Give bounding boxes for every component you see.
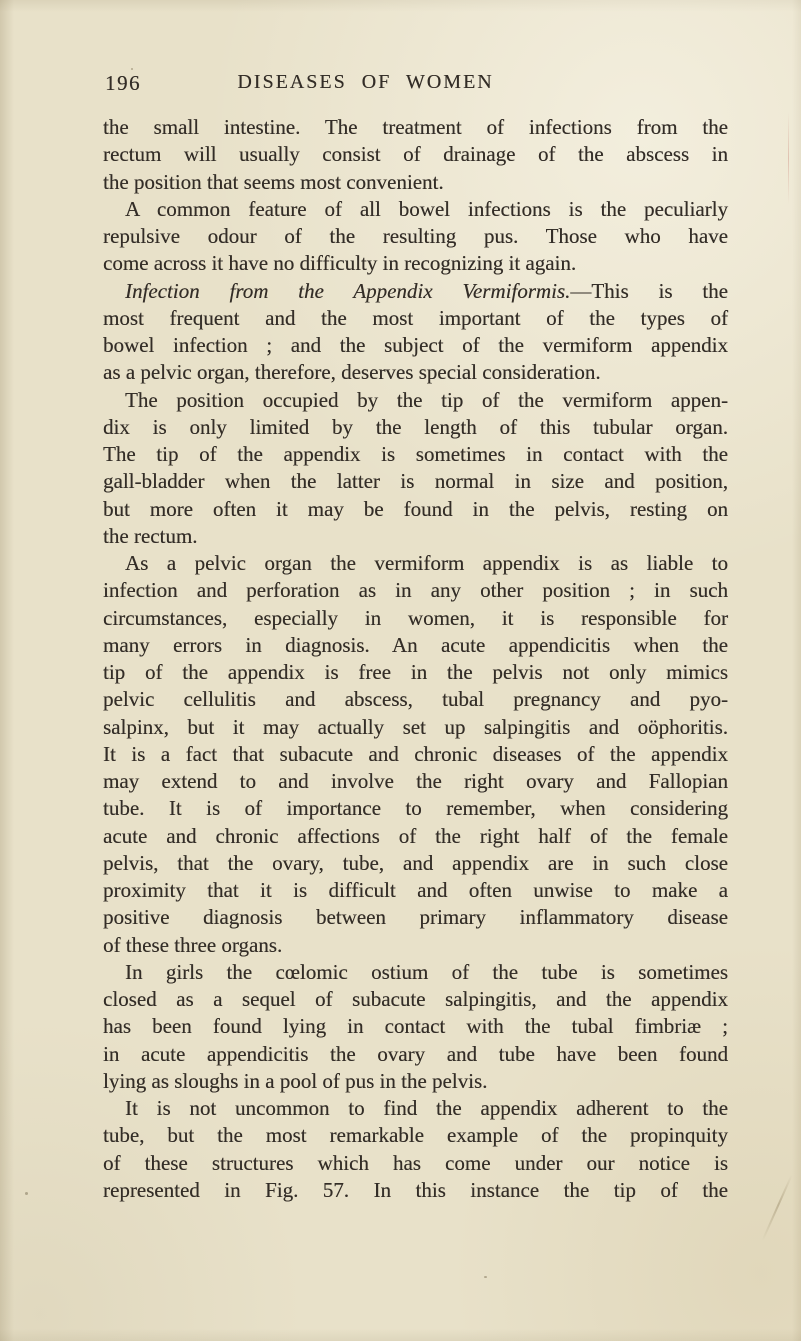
text-line: As a pelvic organ the vermiform appendix is as liable to bbox=[125, 551, 728, 575]
paragraph bbox=[103, 959, 728, 1095]
text-line: come across it have no difficulty in recognizing it again. bbox=[103, 251, 577, 276]
paper-speck bbox=[25, 1192, 28, 1195]
paragraph bbox=[103, 550, 728, 959]
text-line: gall-bladder when the latter is normal in size and position, bbox=[103, 469, 728, 494]
text-line: dix is only limited by the length of this tubular organ. bbox=[103, 414, 728, 439]
text-line: tip of the appendix is free in the pelvis not only mimics bbox=[103, 660, 728, 684]
text-line: acute and chronic affections of the right half of the female bbox=[103, 823, 728, 848]
text-segment: —This is the bbox=[570, 278, 728, 303]
paragraph bbox=[103, 196, 728, 278]
text-line: positive diagnosis between primary inflammatory disease bbox=[103, 905, 728, 930]
paragraph bbox=[103, 387, 728, 551]
text-line: closed as a sequel of subacute salpingitis, and the appendix bbox=[103, 987, 728, 1011]
text-line: circumstances, especially in women, it is responsible for bbox=[103, 605, 728, 630]
text-line: salpinx, but it may actually set up salpingitis and oöphoritis. bbox=[103, 714, 728, 739]
text-line: In girls the cœlomic ostium of the tube is sometimes bbox=[125, 959, 728, 984]
text-line: tube. It is of importance to remember, when considering bbox=[103, 796, 728, 821]
text-line: most frequent and the most important of the types of bbox=[103, 305, 728, 330]
text-line: may extend to and involve the right ovary and Fallopian bbox=[103, 769, 728, 793]
text-line: infection and perforation as in any other position ; in such bbox=[103, 578, 728, 603]
running-title: DISEASES OF WOMEN bbox=[237, 71, 494, 93]
text-line: of these three organs. bbox=[103, 932, 283, 957]
text-line: It is a fact that subacute and chronic diseases of the appendix bbox=[103, 741, 728, 766]
text-line: as a pelvic organ, therefore, deserves special consideration. bbox=[103, 360, 601, 385]
text-line: has been found lying in contact with the tubal fimbriæ ; bbox=[103, 1014, 728, 1039]
text-line: represented in Fig. 57. In this instance the tip of the bbox=[103, 1177, 728, 1202]
text-line bbox=[103, 278, 728, 305]
text-line: pelvis, that the ovary, tube, and appendix are in such close bbox=[103, 850, 728, 875]
text-line: in acute appendicitis the ovary and tube have been found bbox=[103, 1041, 728, 1066]
text-line: tube, but the most remarkable example of the propinquity bbox=[103, 1123, 728, 1148]
text-line: bowel infection ; and the subject of the vermiform appendix bbox=[103, 333, 728, 357]
text-line: rectum will usually consist of drainage of the abscess in bbox=[103, 142, 728, 167]
paragraph bbox=[103, 278, 728, 387]
body-text bbox=[103, 114, 728, 1204]
text-line: A common feature of all bowel infections is the peculiarly bbox=[125, 196, 728, 221]
text-line: It is not uncommon to find the appendix adherent to the bbox=[125, 1096, 728, 1120]
italic-phrase: Infection from the Appendix Vermiformis. bbox=[125, 278, 571, 303]
text-line: the small intestine. The treatment of infections from the bbox=[103, 115, 728, 139]
paragraph bbox=[103, 114, 728, 196]
page-number: 196 bbox=[105, 71, 141, 95]
text-line: of these structures which has come under our notice is bbox=[103, 1150, 728, 1175]
text-line: The tip of the appendix is sometimes in contact with the bbox=[103, 442, 728, 466]
text-line: The position occupied by the tip of the vermiform appen- bbox=[125, 387, 728, 412]
text-line: but more often it may be found in the pelvis, resting on bbox=[103, 496, 728, 521]
paper-speck bbox=[484, 1276, 487, 1278]
text-line: many errors in diagnosis. An acute appendicitis when the bbox=[103, 632, 728, 657]
text-line: lying as sloughs in a pool of pus in the pelvis. bbox=[103, 1068, 488, 1093]
text-line: the position that seems most convenient. bbox=[103, 169, 444, 194]
text-line: repulsive odour of the resulting pus. Those who have bbox=[103, 224, 728, 248]
text-line: pelvic cellulitis and abscess, tubal pregnancy and pyo- bbox=[103, 687, 728, 712]
running-head bbox=[103, 70, 728, 98]
paper-fiber-mark bbox=[788, 112, 789, 204]
text-line: the rectum. bbox=[103, 523, 198, 548]
paragraph bbox=[103, 1095, 728, 1204]
text-line: proximity that it is difficult and often unwise to make a bbox=[103, 878, 728, 902]
